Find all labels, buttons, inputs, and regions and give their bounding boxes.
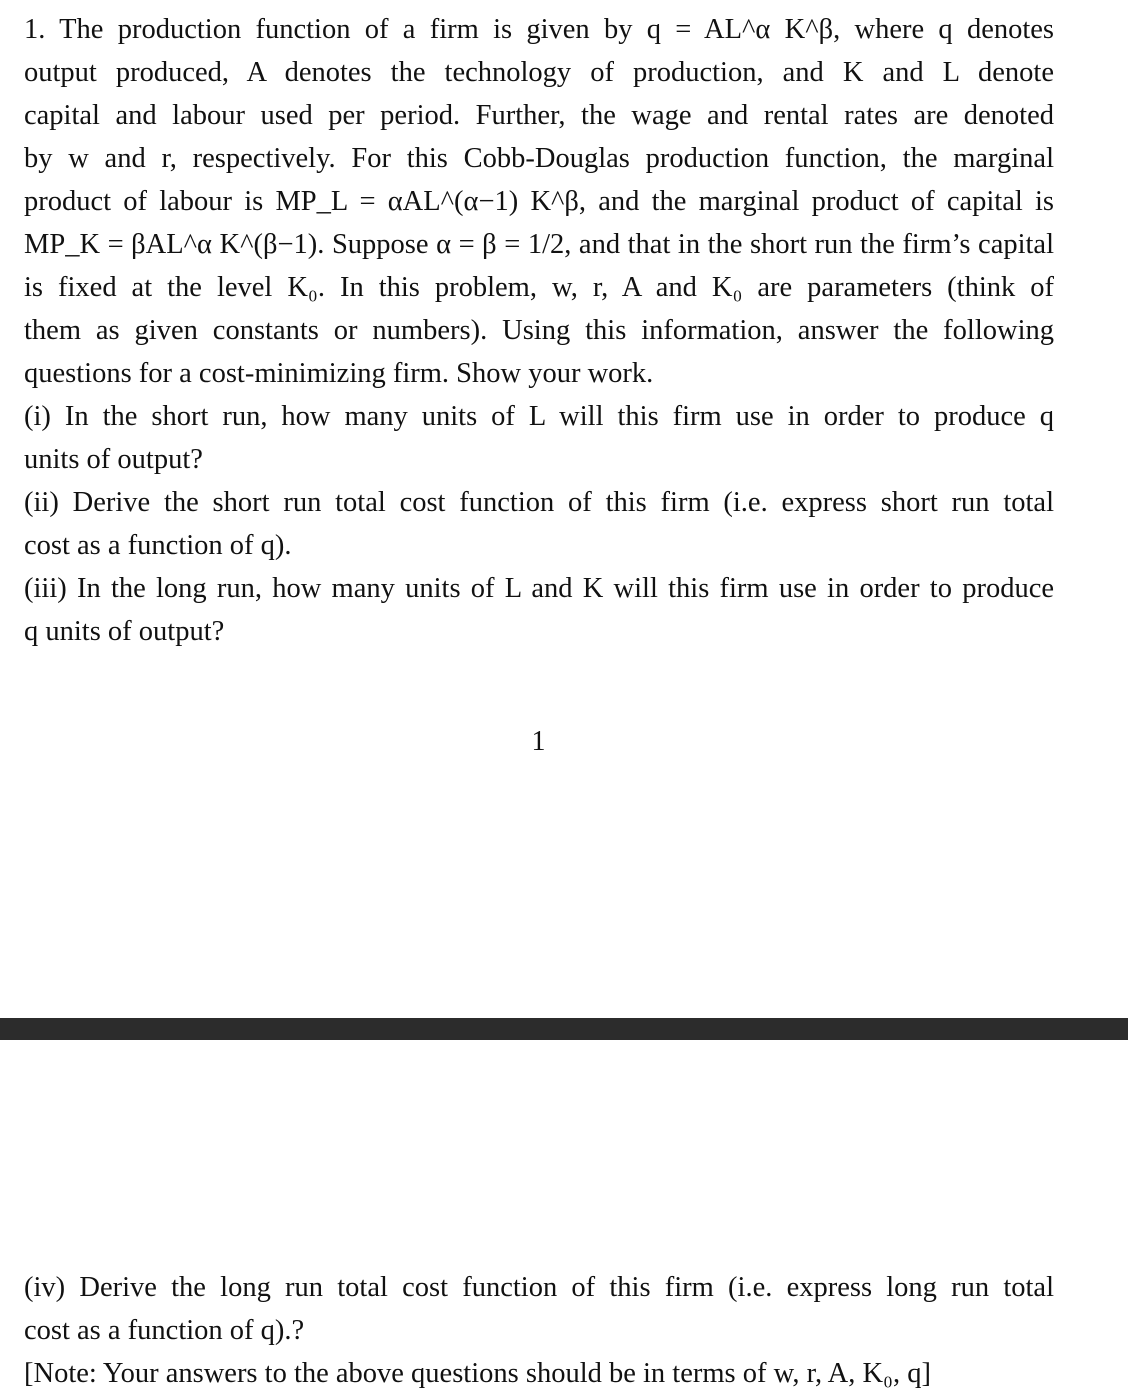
part-iv-line-1: (iv) Derive the long run total cost function of this firm (i.e. express long run total <box>24 1272 1054 1303</box>
problem-intro-line-2: output produced, A denotes the technology of production, and K and L denote <box>24 57 1054 88</box>
part-i-line-1: (i) In the short run, how many units of L will this firm use in order to produce q <box>24 401 1054 432</box>
problem-intro-line-9: questions for a cost-minimizing firm. Show your work. <box>24 358 654 389</box>
problem-intro-line-4: by w and r, respectively. For this Cobb-Douglas production function, the marginal <box>24 143 1054 174</box>
part-iv-line-2: cost as a function of q).? <box>24 1315 305 1346</box>
page-number: 1 <box>531 726 546 757</box>
problem-intro-line-6: MP_K = βAL^α K^(β−1). Suppose α = β = 1/2, and that in the short run the firm’s capital <box>24 229 1054 260</box>
part-ii-line-2: cost as a function of q). <box>24 530 292 561</box>
part-iii-line-1: (iii) In the long run, how many units of L and K will this firm use in order to produce <box>24 573 1054 604</box>
problem-intro-line-1: 1. The production function of a firm is given by q = AL^α K^β, where q denotes <box>24 14 1054 45</box>
problem-intro-line-8: them as given constants or numbers). Using this information, answer the following <box>24 315 1054 346</box>
part-iii-line-2: q units of output? <box>24 616 225 647</box>
problem-intro-line-7: is fixed at the level K₀. In this problem, w, r, A and K₀ are parameters (think of <box>24 272 1054 303</box>
problem-intro-line-5: product of labour is MP_L = αAL^(α−1) K^β, and the marginal product of capital is <box>24 186 1054 217</box>
answer-note: [Note: Your answers to the above questions should be in terms of w, r, A, K₀, q] <box>24 1358 931 1389</box>
problem-intro-line-3: capital and labour used per period. Further, the wage and rental rates are denoted <box>24 100 1054 131</box>
part-ii-line-1: (ii) Derive the short run total cost function of this firm (i.e. express short run total <box>24 487 1054 518</box>
page-break-divider <box>0 1018 1128 1040</box>
part-i-line-2: units of output? <box>24 444 203 475</box>
